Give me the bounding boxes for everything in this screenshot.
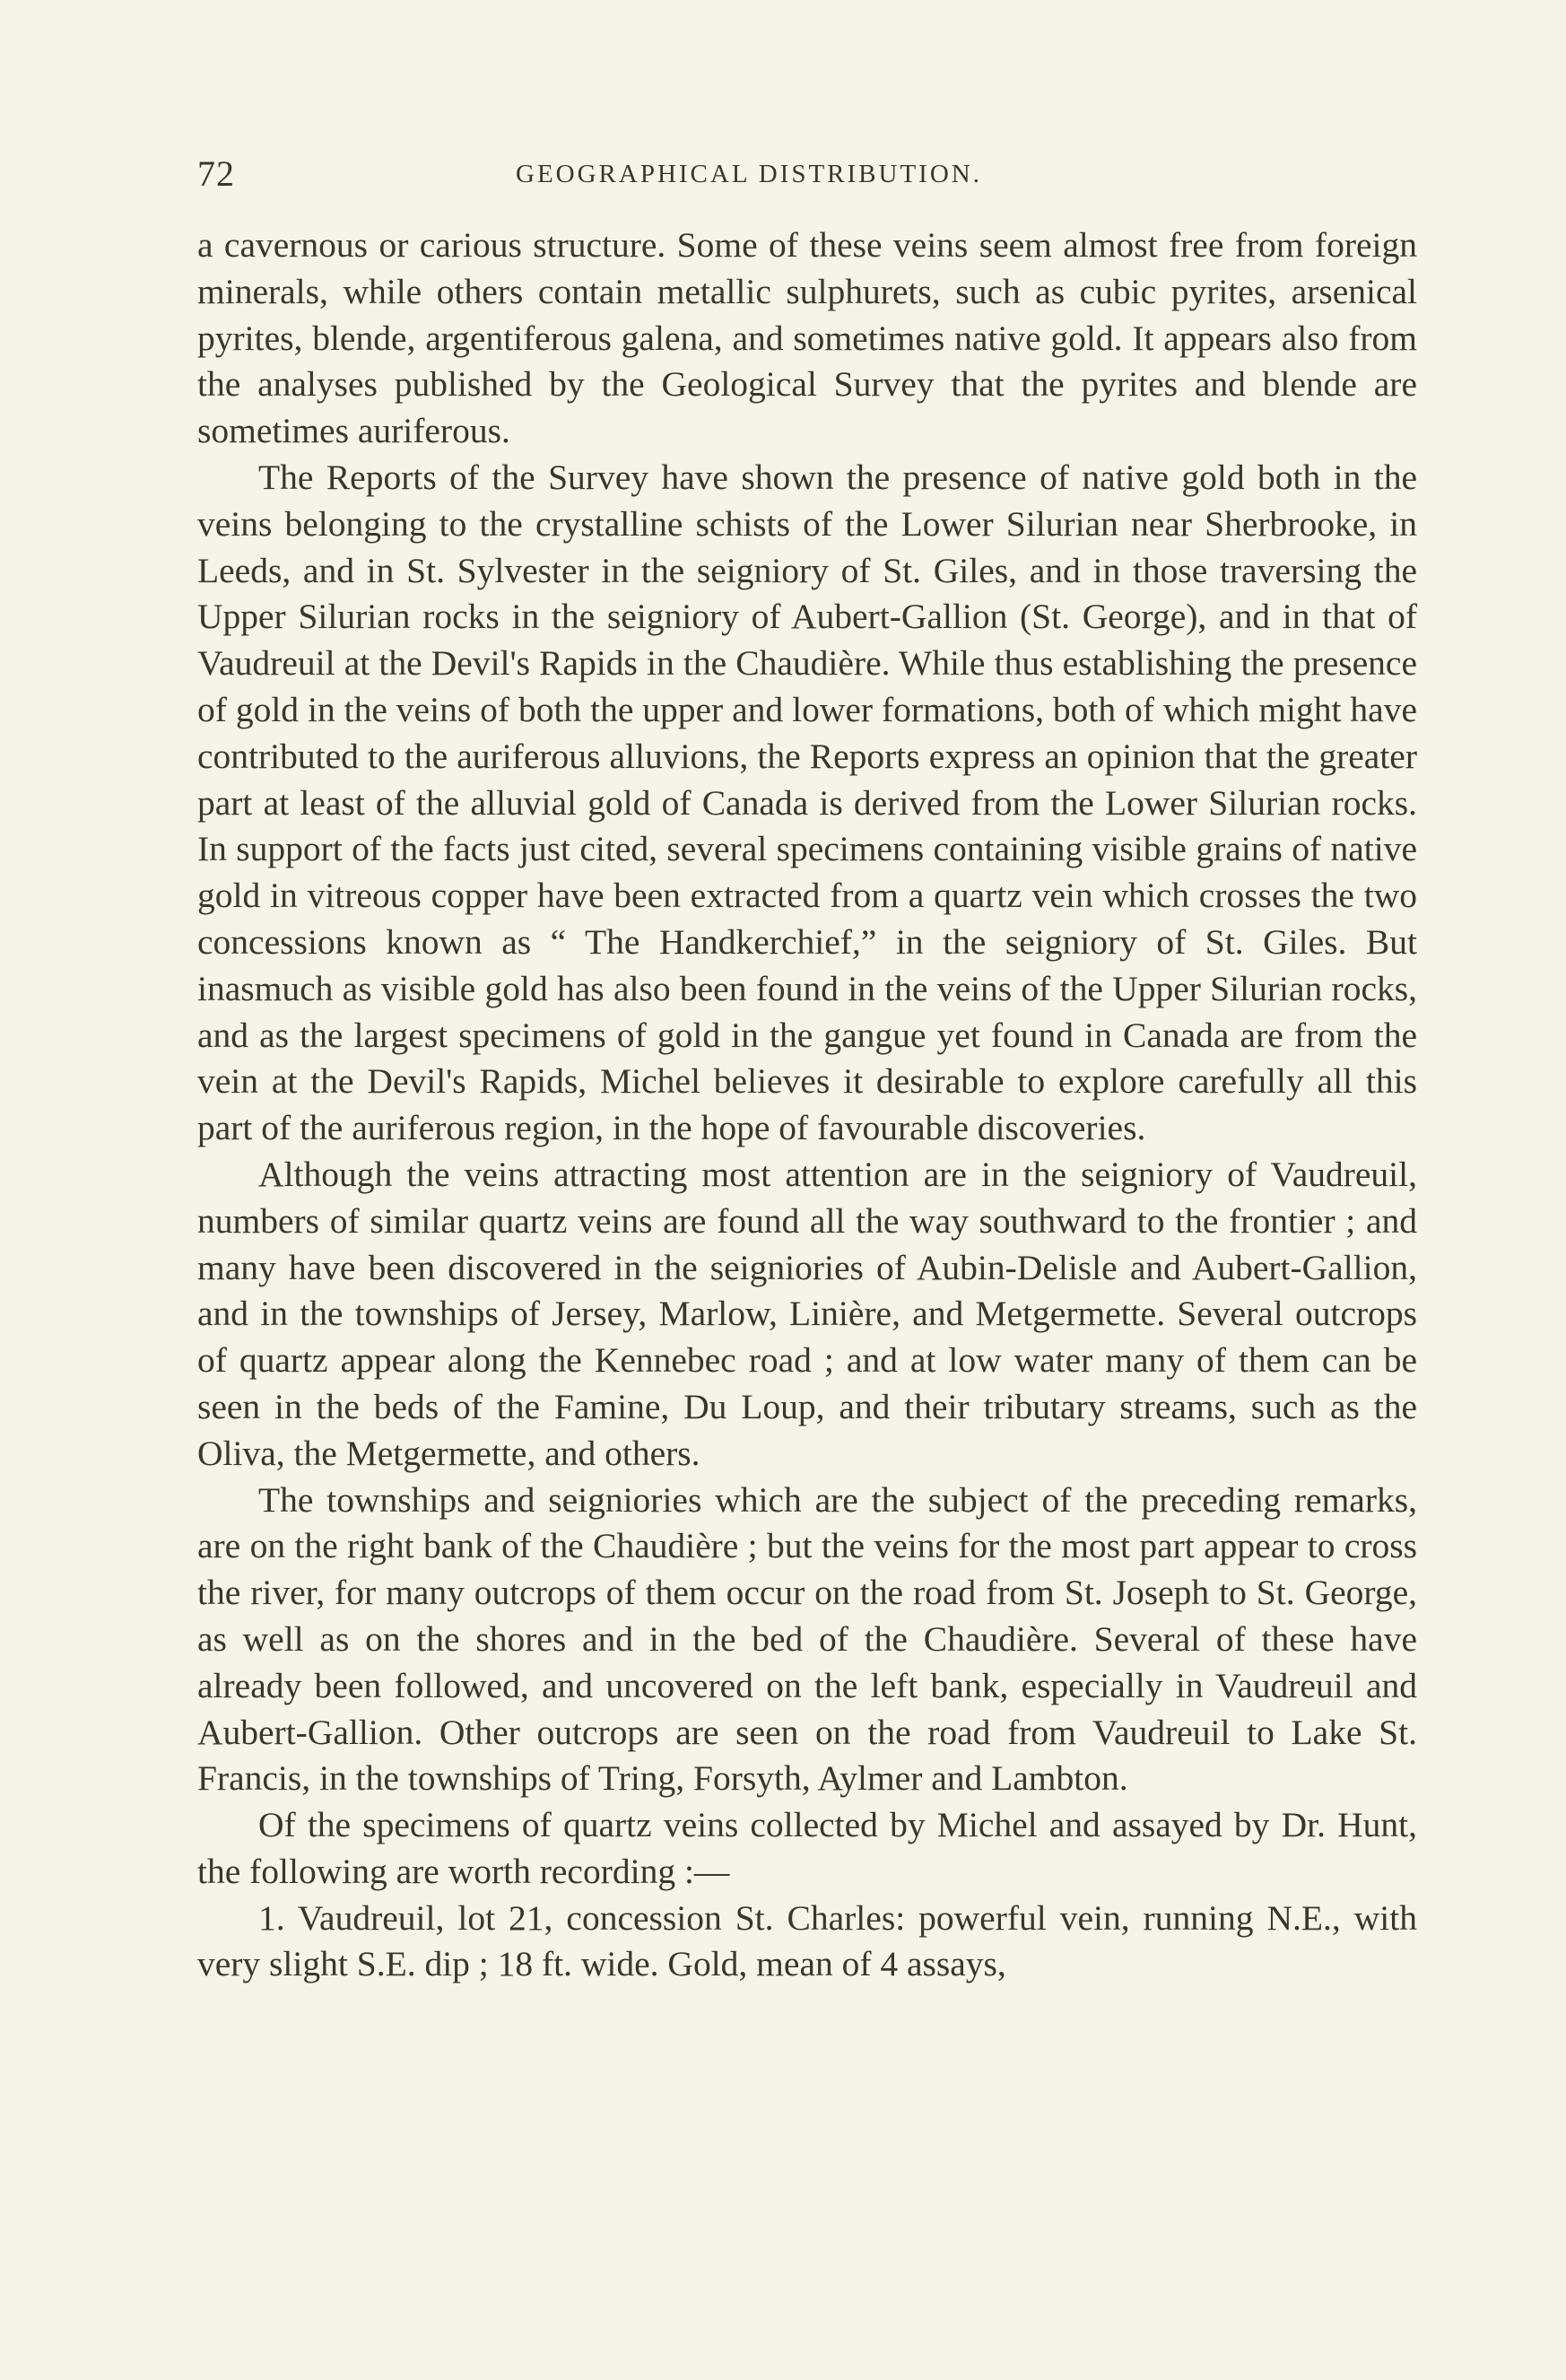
paragraph: Of the specimens of quartz veins collected by Michel and assayed by Dr. Hunt, the following are worth recording :— [197,1805,1417,1891]
page-header [197,153,1417,206]
paragraph: The Reports of the Survey have shown the presence of native gold both in the veins belonging to the crystalline schists of the Lower Silurian near Sherbrooke, in Leeds, and in St. Sylvester in the seigniory of St. Giles, and in those traversing the Upper Silurian rocks in the seigniory of Aubert-Gallion (St. George), and in that of Vaudreuil at the Devil's Rapids in the Chaudière. While thus establishing the presence of gold in the veins of both the upper and lower formations, both of which might have contributed to the auriferous alluvions, the Reports express an opinion that the greater part at least of the alluvial gold of Canada is derived from the Lower Silurian rocks. In support of the facts just cited, several specimens containing visible grains of native gold in vitreous copper have been extracted from a quartz vein which crosses the two concessions known as “ The Handkerchief,” in the seigniory of St. Giles. But inasmuch as visible gold has also been found in the veins of the Upper Silurian rocks, and as the largest specimens of gold in the gangue yet found in Canada are from the vein at the Devil's Rapids, Michel believes it desirable to explore carefully all this part of the auriferous region, in the hope of favourable discoveries. [197,457,1417,1148]
book-page [197,153,1417,1988]
paragraph: The townships and seigniories which are the subject of the preceding remarks, are on the right bank of the Chaudière ; but the veins for the most part appear to cross the river, for many outcrops of them occur on the road from St. Joseph to St. George, as well as on the shores and in the bed of the Chaudière. Several of these have already been followed, and uncovered on the left bank, especially in Vaudreuil and Aubert-Gallion. Other outcrops are seen on the road from Vaudreuil to Lake St. Francis, in the townships of Tring, Forsyth, Aylmer and Lambton. [197,1479,1417,1799]
paragraph: Although the veins attracting most attention are in the seigniory of Vaudreuil, numbers of similar quartz veins are found all the way southward to the frontier ; and many have been discovered in the seigniories of Aubin-Delisle and Aubert-Gallion, and in the townships of Jersey, Marlow, Linière, and Metgermette. Several outcrops of quartz appear along the Kennebec road ; and at low water many of them can be seen in the beds of the Famine, Du Loup, and their tributary streams, such as the Oliva, the Metgermette, and others. [197,1154,1417,1473]
page-number: 72 [197,153,235,194]
paragraph-continued: a cavernous or carious structure. Some of these veins seem almost free from foreign minerals, while others contain metallic sulphurets, such as cubic pyrites, arsenical pyrites, blende, argentiferous galena, and sometimes native gold. It appears also from the analyses published by the Geological Survey that the pyrites and blende are sometimes auriferous. [197,225,1417,451]
body-text [197,222,1417,1988]
running-head: GEOGRAPHICAL DISTRIBUTION. [516,160,982,188]
list-item: 1. Vaudreuil, lot 21, concession St. Charles: powerful vein, running N.E., with very slight S.E. dip ; 18 ft. wide. Gold, mean of 4 assays, [197,1897,1417,1984]
